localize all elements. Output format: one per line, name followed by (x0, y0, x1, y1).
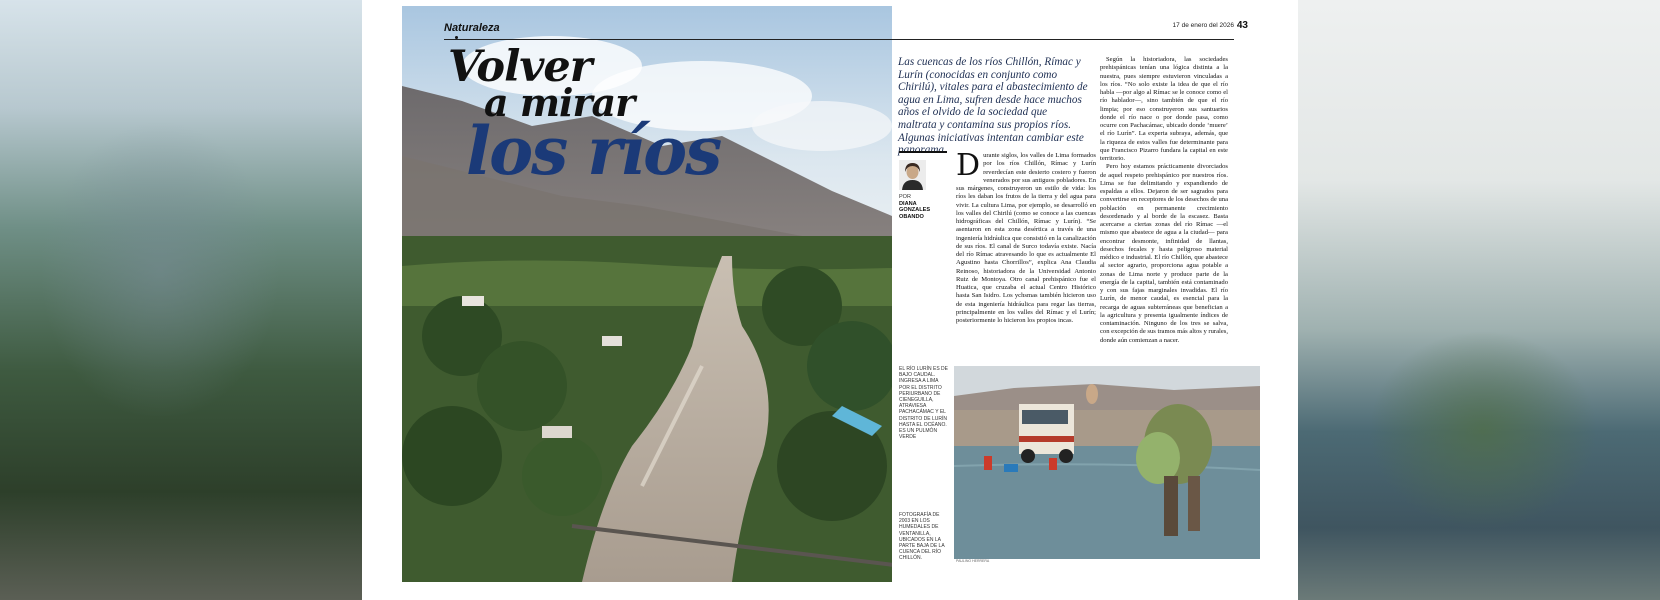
author-name: DIANA GONZALES OBANDO (899, 201, 931, 220)
headline-line-1: Volver (448, 42, 592, 92)
body-column-2 (1100, 56, 1228, 345)
issue-date: 17 de enero del 2026 (1172, 22, 1234, 29)
magazine-spread (362, 0, 1298, 600)
section-label: Naturaleza (444, 22, 500, 34)
drop-cap: D (956, 148, 981, 183)
body-column-1 (956, 148, 1096, 325)
headline-line-3: los ríos (466, 112, 721, 190)
headline-line-2: a mirar (484, 80, 635, 125)
body-paragraph: urante siglos, los valles de Lima formados por los ríos Chillón, Rímac y Lurín reverdecían este desierto costero y fueron venerados por sus antiguos pobladores. En sus márgenes, construyeron un estilo de vida: los ríos les daban los frutos de la tierra y del agua para vivir. La cultura Lima, por ejemplo, se desarrolló en los valles del Chirilú (como se conoce a las cuencas hidrográficas del Chillón, Rímac y Lurín). “Se asentaron en esta zona desértica a través de una ingeniería hidráulica que consistió en la canalización de sus ríos. El canal de Surco todavía existe. Nacía del río Rímac atravesando lo que es actualmente El Agustino hasta Chorrillos”, explica Ana Claudia Reinoso, historiadora de la Universidad Antonio Ruiz de Montoya. Otro canal prehispánico fue el Huatica, que cruzaba el actual Centro Histórico hasta San Isidro. Los ychsmas también hicieron uso de esta ingeniería hidráulica para regar las tierras, principalmente en los valles del Rímac y el Lurín; posteriormente lo hicieron los propios incas. (956, 152, 1096, 324)
wetland-photo (954, 366, 1260, 559)
author-rule (899, 151, 947, 153)
photo-credit: PAULINO HERRERA (956, 559, 990, 563)
author-avatar (899, 160, 926, 190)
hero-photo-river-valley (402, 6, 892, 582)
photo-caption-2: FOTOGRAFÍA DE 2003 EN LOS HUMEDALES DE VENTANILLA, UBICADOS EN LA PARTE BAJA DE LA CUENCA DEL RÍO CHILLÓN. (899, 512, 945, 562)
blurred-backdrop-right (1298, 0, 1660, 600)
blurred-backdrop-left (0, 0, 362, 600)
photo-caption-1: EL RÍO LURÍN ES DE BAJO CAUDAL. INGRESA A LIMA POR EL DISTRITO PERIURBANO DE CIENEGUILLA, ATRAVIESA PACHACÁMAC Y EL DISTRITO DE LURÍN HASTA EL OCÉANO. ES UN PULMÓN VERDE (899, 366, 948, 441)
page-number: 43 (1236, 20, 1248, 31)
header-rule (444, 39, 1234, 40)
author-prefix: POR (899, 194, 911, 200)
body-paragraph: Pero hoy estamos prácticamente divorciados de aquel respeto prehispánico por nuestros ríos. Lima se fue delimitando y expandiendo de espaldas a ellos. Dejaron de ser sagrados para convertirse en receptores de los desechos de una población en permanente crecimiento desordenado y al borde de la escasez. Basta acercarse a ciertas zonas del río Rímac —el mismo que abastece de agua a la ciudad— para encontrar desmonte, infinidad de llantas, desechos fecales y hasta peligroso material médico e industrial. El río Chillón, que abastece al sector agrario, proporciona agua potable a zonas de Lima norte y produce parte de la energía de la capital, también está contaminado y con sus fajas marginales invadidas. El río Lurín, de menor caudal, es esencial para la recarga de aguas subterráneas que benefician a la agricultura y presenta igualmente índices de contaminación. Ninguno de los tres se salva, con excepción de sus tramos más altos y rurales, donde aún comienzan a nacer. (1100, 163, 1228, 344)
body-paragraph: Según la historiadora, las sociedades prehispánicas tenían una lógica distinta a la nuestra, pues siempre estuvieron vinculadas a los ríos. “No solo existe la idea de que el río habla —por algo al Rímac se le conoce como el río hablador—, sino también de que el río limpia; por eso construyeron sus santuarios donde el río nace o por donde pasa, como ocurre con Pachacámac, ubicado donde ‘muere’ el río Lurín”. La experta subraya, además, que la riqueza de estos valles fue determinante para que Francisco Pizarro fundara la capital en este territorio. (1100, 56, 1228, 162)
intro-deck: Las cuencas de los ríos Chillón, Rímac y Lurín (conocidas en conjunto como Chirilú), vitales para el abastecimiento de agua en Lima, sufren desde hace muchos años el olvido de la sociedad que maltrata y contamina sus propios ríos. Algunas iniciativas intentan cambiar este (898, 56, 1088, 144)
